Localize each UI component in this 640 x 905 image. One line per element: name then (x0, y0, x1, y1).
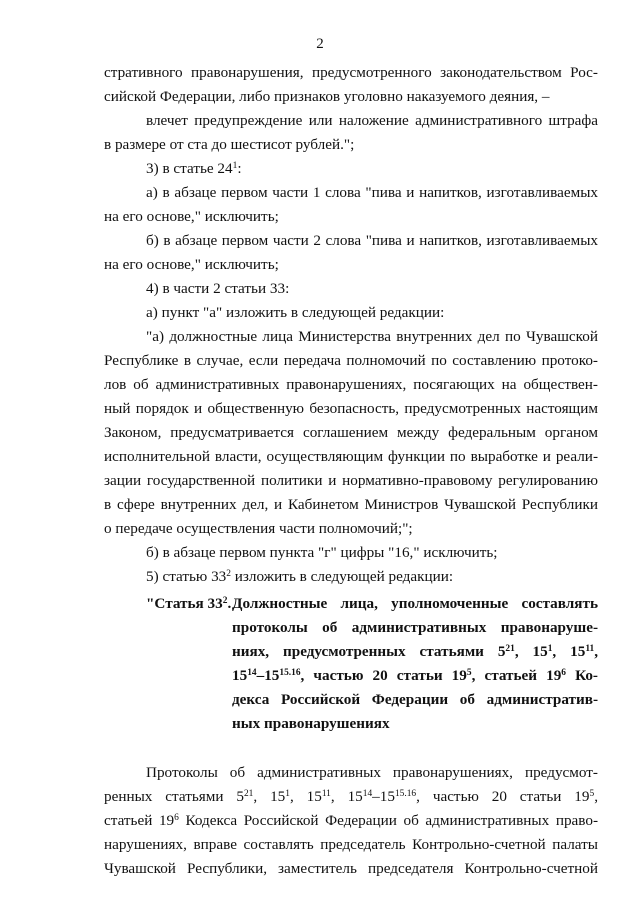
text-line: б) в абзаце первом пункта "г" цифры "16," исключить; (146, 544, 498, 561)
article-heading-line: декса Российской Федерации об административ- (232, 691, 598, 708)
text-line: исполнительной власти, осуществляющим функции по выработке и реали- (104, 448, 598, 465)
text-line: статьей $19^6$ Кодекса Российской Федерации об административных право- (104, 812, 598, 829)
text-line: 4) в части 2 статьи 33: (146, 280, 290, 297)
article-heading-line: ных правонарушениях (232, 715, 390, 732)
text-line: Республике в случае, если передача полномочий по составлению протоко- (104, 352, 598, 369)
text-line: стративного правонарушения, предусмотренного законодательством Рос- (104, 64, 598, 81)
text-line: б) в абзаце первом части 2 слова "пива и напитков, изготавливаемых (146, 232, 598, 249)
text-line: в сфере внутренних дел, и Кабинетом Министров Чувашской Республики (104, 496, 598, 513)
text-line: ренных статьями $5^{21}$, $15^1$, $15^{11}$, $15^{14}-15^{15.16}$, частью 20 статьи $19^5$, (104, 788, 598, 805)
text-line: а) в абзаце первом части 1 слова "пива и напитков, изготавливаемых (146, 184, 598, 201)
text-line: Протоколы об административных правонарушениях, предусмот- (146, 764, 598, 781)
text-line: а) пункт "а" изложить в следующей редакции: (146, 304, 445, 321)
text-line: ный порядок и общественную безопасность, предусмотренных настоящим (104, 400, 598, 417)
text-line: Чувашской Республики, заместитель председателя Контрольно-счетной (104, 860, 598, 877)
text-line: нарушениях, вправе составлять председатель Контрольно-счетной палаты (104, 836, 598, 853)
text-line: "а) должностные лица Министерства внутренних дел по Чувашской (146, 328, 598, 345)
article-heading-line: ниях, предусмотренных статьями $5^{21}$, $15^1$, $15^{11}$, (232, 643, 598, 660)
text-line: на его основе," исключить; (104, 256, 279, 273)
text-line: в размере от ста до шестисот рублей."; (104, 136, 355, 153)
text-line: о передаче осуществления части полномочий;"; (104, 520, 413, 537)
text-line: 5) статью $33^2$ изложить в следующей редакции: (146, 568, 454, 585)
text-line: сийской Федерации, либо признаков уголовно наказуемого деяния, – (104, 88, 550, 105)
article-heading-line: $15^{14}-15^{15.16}$, частью 20 статьи $19^5$, статьей $19^6$ Ко- (232, 667, 598, 684)
text-line: влечет предупреждение или наложение административного штрафа (146, 112, 598, 129)
text-line: зации государственной политики и нормативно-правовому регулированию (104, 472, 598, 489)
text-line: 3) в статье $24^1$: (146, 160, 242, 177)
article-heading-line: протоколы об административных правонаруше- (232, 619, 598, 636)
page-number: 2 (316, 36, 324, 52)
text-line: на его основе," исключить; (104, 208, 279, 225)
text-line: лов об административных правонарушениях, посягающих на обществен- (104, 376, 598, 393)
article-heading-prefix: "Статья $33^2$. (146, 595, 232, 612)
article-heading-line: Должностные лица, уполномоченные составлять (232, 595, 598, 612)
text-line: Законом, предусматривается соглашением между федеральным органом (104, 424, 598, 441)
